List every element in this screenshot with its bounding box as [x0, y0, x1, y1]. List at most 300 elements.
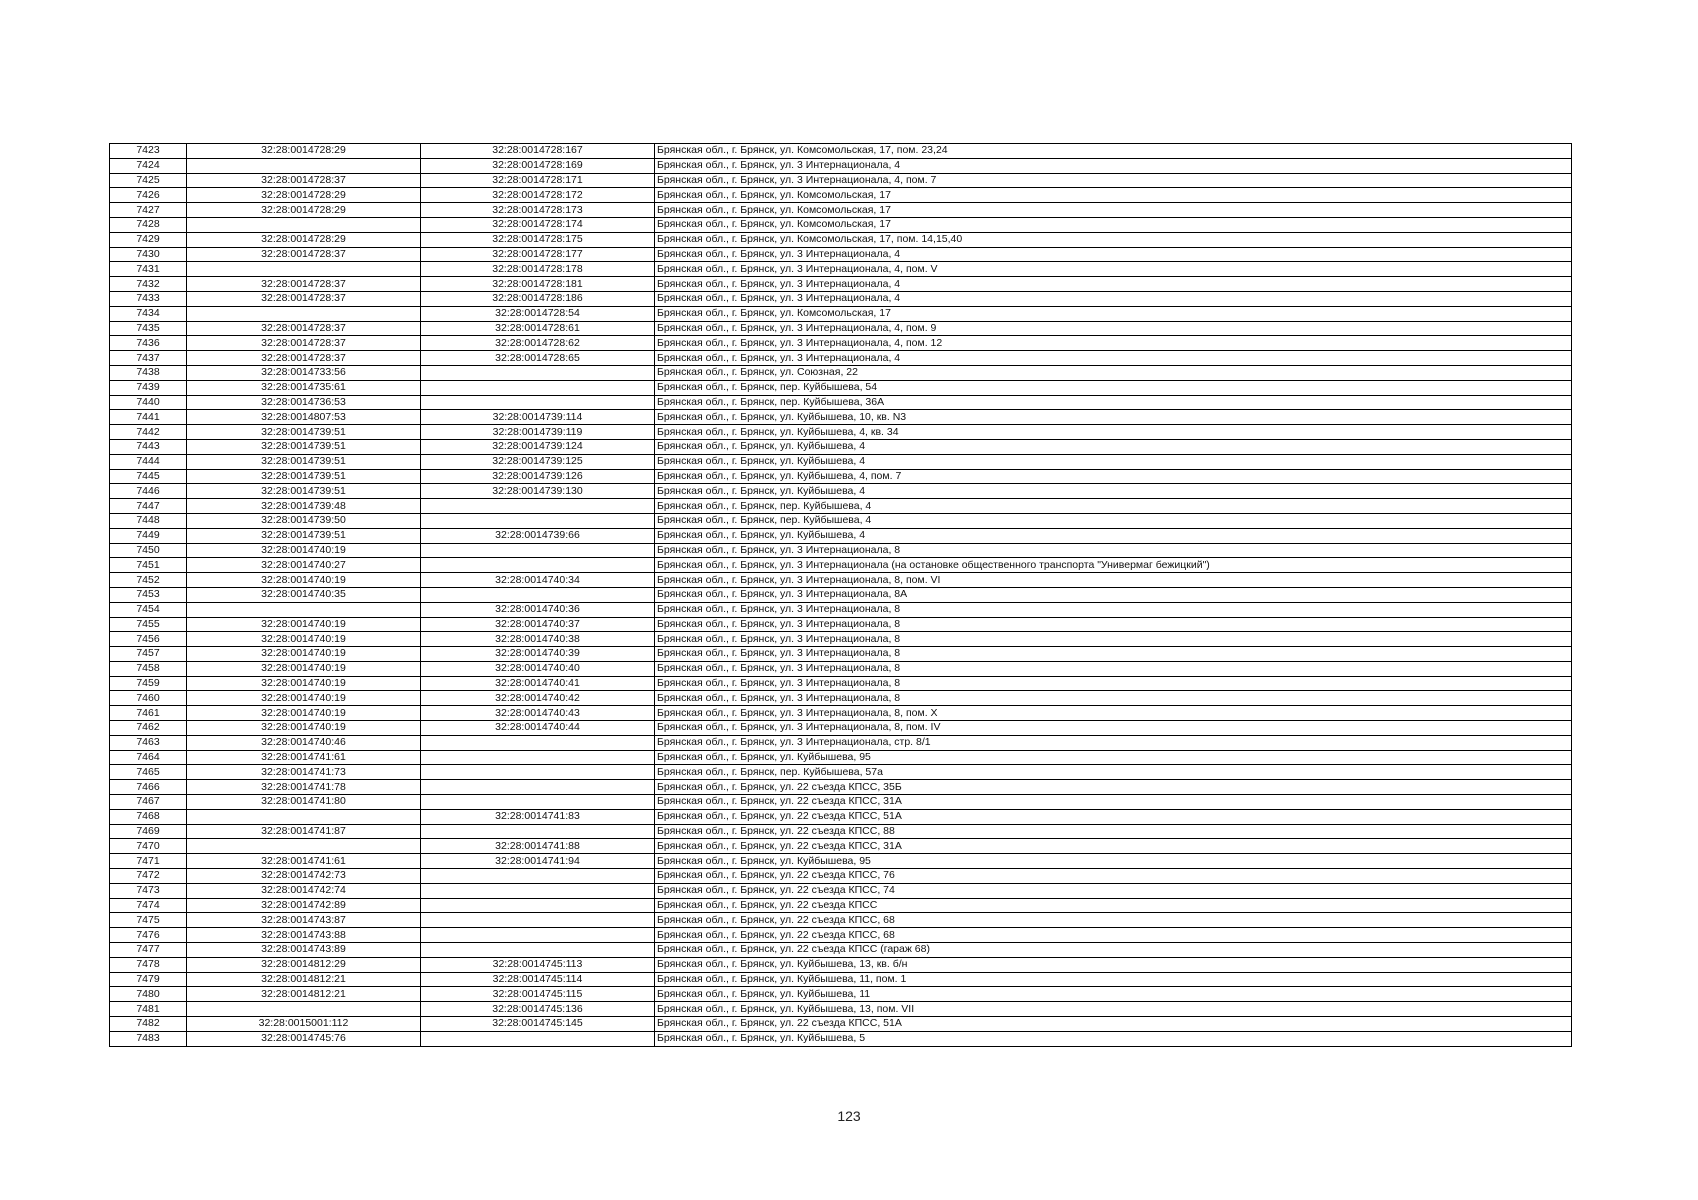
row-number-cell: 7434	[110, 306, 187, 321]
object-cadastral-number-cell: 32:28:0014740:36	[421, 602, 655, 617]
row-number-cell: 7424	[110, 158, 187, 173]
address-cell: Брянская обл., г. Брянск, ул. 22 съезда КПСС, 68	[655, 928, 1572, 943]
land-cadastral-number-cell: 32:28:0014735:61	[187, 380, 421, 395]
row-number-cell: 7452	[110, 573, 187, 588]
row-number-cell: 7432	[110, 277, 187, 292]
table-row	[110, 721, 1572, 736]
table-row	[110, 144, 1572, 159]
address-cell: Брянская обл., г. Брянск, ул. 3 Интернационала, 8, пом. VI	[655, 573, 1572, 588]
object-cadastral-number-cell: 32:28:0014728:177	[421, 247, 655, 262]
object-cadastral-number-cell	[421, 558, 655, 573]
object-cadastral-number-cell: 32:28:0014741:83	[421, 809, 655, 824]
row-number-cell: 7464	[110, 750, 187, 765]
table-row	[110, 617, 1572, 632]
address-cell: Брянская обл., г. Брянск, пер. Куйбышева, 4	[655, 513, 1572, 528]
table-row	[110, 380, 1572, 395]
address-cell: Брянская обл., г. Брянск, ул. 3 Интернационала, 4	[655, 158, 1572, 173]
row-number-cell: 7465	[110, 765, 187, 780]
land-cadastral-number-cell: 32:28:0014728:37	[187, 351, 421, 366]
land-cadastral-number-cell	[187, 306, 421, 321]
land-cadastral-number-cell: 32:28:0014740:19	[187, 661, 421, 676]
row-number-cell: 7450	[110, 543, 187, 558]
object-cadastral-number-cell: 32:28:0014740:38	[421, 632, 655, 647]
row-number-cell: 7433	[110, 291, 187, 306]
address-cell: Брянская обл., г. Брянск, пер. Куйбышева, 4	[655, 499, 1572, 514]
table-row	[110, 158, 1572, 173]
address-cell: Брянская обл., г. Брянск, ул. 3 Интернационала, 4	[655, 351, 1572, 366]
object-cadastral-number-cell	[421, 513, 655, 528]
object-cadastral-number-cell	[421, 883, 655, 898]
land-cadastral-number-cell: 32:28:0014728:37	[187, 247, 421, 262]
address-cell: Брянская обл., г. Брянск, ул. 3 Интернационала, 8	[655, 602, 1572, 617]
land-cadastral-number-cell: 32:28:0014740:19	[187, 573, 421, 588]
table-row	[110, 913, 1572, 928]
land-cadastral-number-cell	[187, 602, 421, 617]
row-number-cell: 7483	[110, 1031, 187, 1046]
row-number-cell: 7458	[110, 661, 187, 676]
table-row	[110, 425, 1572, 440]
object-cadastral-number-cell: 32:28:0014740:44	[421, 721, 655, 736]
row-number-cell: 7461	[110, 706, 187, 721]
object-cadastral-number-cell: 32:28:0014745:136	[421, 1002, 655, 1017]
land-cadastral-number-cell: 32:28:0014739:51	[187, 484, 421, 499]
land-cadastral-number-cell: 32:28:0014743:89	[187, 943, 421, 958]
object-cadastral-number-cell	[421, 543, 655, 558]
land-cadastral-number-cell: 32:28:0014741:87	[187, 824, 421, 839]
object-cadastral-number-cell: 32:28:0014728:65	[421, 351, 655, 366]
land-cadastral-number-cell: 32:28:0014736:53	[187, 395, 421, 410]
address-cell: Брянская обл., г. Брянск, ул. 22 съезда КПСС, 74	[655, 883, 1572, 898]
address-cell: Брянская обл., г. Брянск, ул. Куйбышева, 13, пом. VII	[655, 1002, 1572, 1017]
table-row	[110, 277, 1572, 292]
address-cell: Брянская обл., г. Брянск, ул. Куйбышева, 4	[655, 484, 1572, 499]
row-number-cell: 7470	[110, 839, 187, 854]
table-row	[110, 395, 1572, 410]
row-number-cell: 7436	[110, 336, 187, 351]
object-cadastral-number-cell	[421, 898, 655, 913]
object-cadastral-number-cell: 32:28:0014739:124	[421, 439, 655, 454]
land-cadastral-number-cell: 32:28:0014728:37	[187, 173, 421, 188]
land-cadastral-number-cell: 32:28:0014728:29	[187, 232, 421, 247]
address-cell: Брянская обл., г. Брянск, ул. 3 Интернационала, 4, пом. 7	[655, 173, 1572, 188]
address-cell: Брянская обл., г. Брянск, ул. 22 съезда КПСС, 68	[655, 913, 1572, 928]
row-number-cell: 7446	[110, 484, 187, 499]
table-row	[110, 883, 1572, 898]
land-cadastral-number-cell: 32:28:0014739:48	[187, 499, 421, 514]
address-cell: Брянская обл., г. Брянск, ул. 22 съезда КПСС	[655, 898, 1572, 913]
object-cadastral-number-cell	[421, 928, 655, 943]
object-cadastral-number-cell: 32:28:0014728:173	[421, 203, 655, 218]
row-number-cell: 7423	[110, 144, 187, 159]
row-number-cell: 7477	[110, 943, 187, 958]
address-cell: Брянская обл., г. Брянск, ул. 3 Интернационала, 4, пом. 12	[655, 336, 1572, 351]
land-cadastral-number-cell	[187, 217, 421, 232]
row-number-cell: 7478	[110, 957, 187, 972]
land-cadastral-number-cell: 32:28:0014739:51	[187, 454, 421, 469]
table-row	[110, 291, 1572, 306]
table-row	[110, 439, 1572, 454]
table-row	[110, 351, 1572, 366]
object-cadastral-number-cell	[421, 824, 655, 839]
land-cadastral-number-cell: 32:28:0014740:19	[187, 691, 421, 706]
address-cell: Брянская обл., г. Брянск, ул. 3 Интернационала, 8	[655, 617, 1572, 632]
land-cadastral-number-cell: 32:28:0014740:19	[187, 647, 421, 662]
row-number-cell: 7467	[110, 795, 187, 810]
table-row	[110, 217, 1572, 232]
address-cell: Брянская обл., г. Брянск, ул. 3 Интернационала, 4	[655, 291, 1572, 306]
row-number-cell: 7480	[110, 987, 187, 1002]
object-cadastral-number-cell	[421, 1031, 655, 1046]
land-cadastral-number-cell: 32:28:0014740:19	[187, 632, 421, 647]
table-row	[110, 587, 1572, 602]
object-cadastral-number-cell: 32:28:0014745:115	[421, 987, 655, 1002]
row-number-cell: 7460	[110, 691, 187, 706]
table-row	[110, 410, 1572, 425]
table-row	[110, 262, 1572, 277]
table-row	[110, 632, 1572, 647]
row-number-cell: 7435	[110, 321, 187, 336]
object-cadastral-number-cell: 32:28:0014740:39	[421, 647, 655, 662]
table-row	[110, 1002, 1572, 1017]
address-cell: Брянская обл., г. Брянск, ул. 3 Интернационала, 8	[655, 543, 1572, 558]
table-row	[110, 765, 1572, 780]
object-cadastral-number-cell: 32:28:0014728:61	[421, 321, 655, 336]
row-number-cell: 7469	[110, 824, 187, 839]
address-cell: Брянская обл., г. Брянск, ул. Куйбышева, 95	[655, 854, 1572, 869]
object-cadastral-number-cell: 32:28:0014728:175	[421, 232, 655, 247]
address-cell: Брянская обл., г. Брянск, ул. Комсомольская, 17	[655, 203, 1572, 218]
row-number-cell: 7448	[110, 513, 187, 528]
row-number-cell: 7466	[110, 780, 187, 795]
table-row	[110, 321, 1572, 336]
object-cadastral-number-cell	[421, 943, 655, 958]
row-number-cell: 7443	[110, 439, 187, 454]
object-cadastral-number-cell: 32:28:0014728:181	[421, 277, 655, 292]
table-row	[110, 750, 1572, 765]
row-number-cell: 7455	[110, 617, 187, 632]
address-cell: Брянская обл., г. Брянск, пер. Куйбышева, 54	[655, 380, 1572, 395]
land-cadastral-number-cell	[187, 262, 421, 277]
land-cadastral-number-cell: 32:28:0014739:51	[187, 425, 421, 440]
row-number-cell: 7447	[110, 499, 187, 514]
table-row	[110, 499, 1572, 514]
land-cadastral-number-cell: 32:28:0014812:21	[187, 987, 421, 1002]
row-number-cell: 7430	[110, 247, 187, 262]
land-cadastral-number-cell: 32:28:0014740:27	[187, 558, 421, 573]
row-number-cell: 7431	[110, 262, 187, 277]
land-cadastral-number-cell: 32:28:0014733:56	[187, 365, 421, 380]
land-cadastral-number-cell: 32:28:0014728:29	[187, 203, 421, 218]
object-cadastral-number-cell: 32:28:0014740:41	[421, 676, 655, 691]
address-cell: Брянская обл., г. Брянск, ул. 3 Интернационала, 4, пом. V	[655, 262, 1572, 277]
row-number-cell: 7439	[110, 380, 187, 395]
land-cadastral-number-cell: 32:28:0014728:29	[187, 188, 421, 203]
address-cell: Брянская обл., г. Брянск, ул. Куйбышева, 11, пом. 1	[655, 972, 1572, 987]
table-row	[110, 943, 1572, 958]
land-cadastral-number-cell: 32:28:0014807:53	[187, 410, 421, 425]
address-cell: Брянская обл., г. Брянск, ул. Куйбышева, 13, кв. б/н	[655, 957, 1572, 972]
address-cell: Брянская обл., г. Брянск, ул. Куйбышева, 11	[655, 987, 1572, 1002]
row-number-cell: 7441	[110, 410, 187, 425]
object-cadastral-number-cell: 32:28:0014740:34	[421, 573, 655, 588]
object-cadastral-number-cell: 32:28:0014728:167	[421, 144, 655, 159]
address-cell: Брянская обл., г. Брянск, ул. 22 съезда КПСС (гараж 68)	[655, 943, 1572, 958]
table-row	[110, 1017, 1572, 1032]
object-cadastral-number-cell: 32:28:0014739:126	[421, 469, 655, 484]
table-row	[110, 647, 1572, 662]
object-cadastral-number-cell: 32:28:0014741:88	[421, 839, 655, 854]
row-number-cell: 7437	[110, 351, 187, 366]
land-cadastral-number-cell: 32:28:0014745:76	[187, 1031, 421, 1046]
land-cadastral-number-cell: 32:28:0014740:19	[187, 721, 421, 736]
object-cadastral-number-cell	[421, 913, 655, 928]
land-cadastral-number-cell: 32:28:0014741:78	[187, 780, 421, 795]
row-number-cell: 7457	[110, 647, 187, 662]
address-cell: Брянская обл., г. Брянск, ул. 22 съезда КПСС, 51А	[655, 809, 1572, 824]
address-cell: Брянская обл., г. Брянск, ул. Куйбышева, 10, кв. N3	[655, 410, 1572, 425]
land-cadastral-number-cell: 32:28:0014741:80	[187, 795, 421, 810]
table-row	[110, 676, 1572, 691]
land-cadastral-number-cell: 32:28:0014740:19	[187, 676, 421, 691]
row-number-cell: 7473	[110, 883, 187, 898]
land-cadastral-number-cell: 32:28:0014739:51	[187, 528, 421, 543]
address-cell: Брянская обл., г. Брянск, ул. 3 Интернационала (на остановке общественного транспорта "Универмаг бежицкий")	[655, 558, 1572, 573]
land-cadastral-number-cell	[187, 839, 421, 854]
address-cell: Брянская обл., г. Брянск, ул. Комсомольская, 17, пом. 14,15,40	[655, 232, 1572, 247]
land-cadastral-number-cell: 32:28:0014743:87	[187, 913, 421, 928]
object-cadastral-number-cell: 32:28:0014739:114	[421, 410, 655, 425]
row-number-cell: 7459	[110, 676, 187, 691]
address-cell: Брянская обл., г. Брянск, ул. 3 Интернационала, 8	[655, 647, 1572, 662]
address-cell: Брянская обл., г. Брянск, ул. 3 Интернационала, 8	[655, 691, 1572, 706]
table-row	[110, 232, 1572, 247]
row-number-cell: 7468	[110, 809, 187, 824]
object-cadastral-number-cell	[421, 795, 655, 810]
land-cadastral-number-cell: 32:28:0014739:50	[187, 513, 421, 528]
row-number-cell: 7454	[110, 602, 187, 617]
table-row	[110, 898, 1572, 913]
registry-table	[109, 143, 1572, 1047]
land-cadastral-number-cell	[187, 809, 421, 824]
address-cell: Брянская обл., г. Брянск, ул. 3 Интернационала, 8	[655, 661, 1572, 676]
address-cell: Брянская обл., г. Брянск, ул. 22 съезда КПСС, 51А	[655, 1017, 1572, 1032]
land-cadastral-number-cell: 32:28:0014728:37	[187, 321, 421, 336]
land-cadastral-number-cell: 32:28:0014728:29	[187, 144, 421, 159]
row-number-cell: 7474	[110, 898, 187, 913]
row-number-cell: 7453	[110, 587, 187, 602]
row-number-cell: 7456	[110, 632, 187, 647]
row-number-cell: 7475	[110, 913, 187, 928]
address-cell: Брянская обл., г. Брянск, ул. 3 Интернационала, 8	[655, 676, 1572, 691]
land-cadastral-number-cell: 32:28:0014740:19	[187, 706, 421, 721]
table-row	[110, 528, 1572, 543]
row-number-cell: 7440	[110, 395, 187, 410]
table-row	[110, 706, 1572, 721]
object-cadastral-number-cell: 32:28:0014728:171	[421, 173, 655, 188]
object-cadastral-number-cell: 32:28:0014728:172	[421, 188, 655, 203]
table-row	[110, 795, 1572, 810]
row-number-cell: 7442	[110, 425, 187, 440]
land-cadastral-number-cell: 32:28:0014728:37	[187, 336, 421, 351]
row-number-cell: 7426	[110, 188, 187, 203]
registry-body	[110, 144, 1572, 1047]
address-cell: Брянская обл., г. Брянск, ул. 3 Интернационала, 8, пом. IV	[655, 721, 1572, 736]
object-cadastral-number-cell: 32:28:0014728:178	[421, 262, 655, 277]
address-cell: Брянская обл., г. Брянск, ул. 22 съезда КПСС, 31А	[655, 795, 1572, 810]
object-cadastral-number-cell: 32:28:0014740:37	[421, 617, 655, 632]
object-cadastral-number-cell: 32:28:0014741:94	[421, 854, 655, 869]
table-row	[110, 854, 1572, 869]
row-number-cell: 7449	[110, 528, 187, 543]
land-cadastral-number-cell: 32:28:0015001:112	[187, 1017, 421, 1032]
table-row	[110, 957, 1572, 972]
address-cell: Брянская обл., г. Брянск, ул. 22 съезда КПСС, 76	[655, 869, 1572, 884]
row-number-cell: 7427	[110, 203, 187, 218]
address-cell: Брянская обл., г. Брянск, ул. 3 Интернационала, 8А	[655, 587, 1572, 602]
object-cadastral-number-cell	[421, 735, 655, 750]
object-cadastral-number-cell	[421, 395, 655, 410]
table-row	[110, 602, 1572, 617]
row-number-cell: 7429	[110, 232, 187, 247]
address-cell: Брянская обл., г. Брянск, ул. Куйбышева, 4	[655, 454, 1572, 469]
address-cell: Брянская обл., г. Брянск, ул. Куйбышева, 4	[655, 528, 1572, 543]
address-cell: Брянская обл., г. Брянск, ул. Комсомольская, 17	[655, 188, 1572, 203]
land-cadastral-number-cell: 32:28:0014728:37	[187, 277, 421, 292]
address-cell: Брянская обл., г. Брянск, ул. 3 Интернационала, 8	[655, 632, 1572, 647]
address-cell: Брянская обл., г. Брянск, ул. 22 съезда КПСС, 88	[655, 824, 1572, 839]
table-row	[110, 188, 1572, 203]
object-cadastral-number-cell: 32:28:0014728:62	[421, 336, 655, 351]
table-row	[110, 972, 1572, 987]
land-cadastral-number-cell: 32:28:0014728:37	[187, 291, 421, 306]
table-row	[110, 543, 1572, 558]
address-cell: Брянская обл., г. Брянск, ул. 3 Интернационала, 4, пом. 9	[655, 321, 1572, 336]
land-cadastral-number-cell: 32:28:0014742:74	[187, 883, 421, 898]
address-cell: Брянская обл., г. Брянск, пер. Куйбышева, 57а	[655, 765, 1572, 780]
row-number-cell: 7425	[110, 173, 187, 188]
table-row	[110, 691, 1572, 706]
object-cadastral-number-cell	[421, 499, 655, 514]
row-number-cell: 7471	[110, 854, 187, 869]
object-cadastral-number-cell	[421, 365, 655, 380]
address-cell: Брянская обл., г. Брянск, ул. Куйбышева, 5	[655, 1031, 1572, 1046]
table-row	[110, 824, 1572, 839]
land-cadastral-number-cell: 32:28:0014740:19	[187, 543, 421, 558]
address-cell: Брянская обл., г. Брянск, ул. Куйбышева, 4, пом. 7	[655, 469, 1572, 484]
address-cell: Брянская обл., г. Брянск, ул. Куйбышева, 95	[655, 750, 1572, 765]
object-cadastral-number-cell	[421, 587, 655, 602]
land-cadastral-number-cell: 32:28:0014740:46	[187, 735, 421, 750]
address-cell: Брянская обл., г. Брянск, ул. Комсомольская, 17	[655, 217, 1572, 232]
object-cadastral-number-cell: 32:28:0014740:40	[421, 661, 655, 676]
table-row	[110, 987, 1572, 1002]
object-cadastral-number-cell: 32:28:0014728:169	[421, 158, 655, 173]
land-cadastral-number-cell: 32:28:0014812:29	[187, 957, 421, 972]
land-cadastral-number-cell: 32:28:0014742:89	[187, 898, 421, 913]
address-cell: Брянская обл., г. Брянск, ул. 3 Интернационала, стр. 8/1	[655, 735, 1572, 750]
object-cadastral-number-cell	[421, 750, 655, 765]
object-cadastral-number-cell: 32:28:0014740:42	[421, 691, 655, 706]
row-number-cell: 7481	[110, 1002, 187, 1017]
land-cadastral-number-cell: 32:28:0014743:88	[187, 928, 421, 943]
row-number-cell: 7476	[110, 928, 187, 943]
object-cadastral-number-cell: 32:28:0014739:125	[421, 454, 655, 469]
row-number-cell: 7462	[110, 721, 187, 736]
address-cell: Брянская обл., г. Брянск, ул. 3 Интернационала, 4	[655, 277, 1572, 292]
table-row	[110, 1031, 1572, 1046]
object-cadastral-number-cell	[421, 765, 655, 780]
object-cadastral-number-cell	[421, 380, 655, 395]
address-cell: Брянская обл., г. Брянск, пер. Куйбышева, 36А	[655, 395, 1572, 410]
table-row	[110, 173, 1572, 188]
table-row	[110, 336, 1572, 351]
object-cadastral-number-cell	[421, 780, 655, 795]
address-cell: Брянская обл., г. Брянск, ул. Комсомольская, 17	[655, 306, 1572, 321]
address-cell: Брянская обл., г. Брянск, ул. Куйбышева, 4	[655, 439, 1572, 454]
table-row	[110, 454, 1572, 469]
row-number-cell: 7482	[110, 1017, 187, 1032]
address-cell: Брянская обл., г. Брянск, ул. 22 съезда КПСС, 35Б	[655, 780, 1572, 795]
object-cadastral-number-cell: 32:28:0014745:145	[421, 1017, 655, 1032]
row-number-cell: 7445	[110, 469, 187, 484]
table-row	[110, 306, 1572, 321]
object-cadastral-number-cell: 32:28:0014728:174	[421, 217, 655, 232]
row-number-cell: 7451	[110, 558, 187, 573]
land-cadastral-number-cell: 32:28:0014741:61	[187, 854, 421, 869]
row-number-cell: 7463	[110, 735, 187, 750]
land-cadastral-number-cell: 32:28:0014812:21	[187, 972, 421, 987]
land-cadastral-number-cell	[187, 1002, 421, 1017]
object-cadastral-number-cell: 32:28:0014745:113	[421, 957, 655, 972]
object-cadastral-number-cell: 32:28:0014728:54	[421, 306, 655, 321]
row-number-cell: 7479	[110, 972, 187, 987]
table-row	[110, 735, 1572, 750]
table-row	[110, 573, 1572, 588]
row-number-cell: 7472	[110, 869, 187, 884]
table-row	[110, 839, 1572, 854]
land-cadastral-number-cell: 32:28:0014739:51	[187, 439, 421, 454]
table-row	[110, 661, 1572, 676]
table-row	[110, 469, 1572, 484]
table-row	[110, 247, 1572, 262]
row-number-cell: 7438	[110, 365, 187, 380]
land-cadastral-number-cell: 32:28:0014740:35	[187, 587, 421, 602]
row-number-cell: 7444	[110, 454, 187, 469]
land-cadastral-number-cell: 32:28:0014740:19	[187, 617, 421, 632]
land-cadastral-number-cell: 32:28:0014739:51	[187, 469, 421, 484]
object-cadastral-number-cell	[421, 869, 655, 884]
object-cadastral-number-cell: 32:28:0014728:186	[421, 291, 655, 306]
address-cell: Брянская обл., г. Брянск, ул. Союзная, 22	[655, 365, 1572, 380]
land-cadastral-number-cell: 32:28:0014741:73	[187, 765, 421, 780]
object-cadastral-number-cell: 32:28:0014745:114	[421, 972, 655, 987]
row-number-cell: 7428	[110, 217, 187, 232]
object-cadastral-number-cell: 32:28:0014739:130	[421, 484, 655, 499]
page-number: 123	[837, 1108, 861, 1124]
table-row	[110, 365, 1572, 380]
table-row	[110, 928, 1572, 943]
address-cell: Брянская обл., г. Брянск, ул. Куйбышева, 4, кв. 34	[655, 425, 1572, 440]
table-row	[110, 203, 1572, 218]
table-row	[110, 558, 1572, 573]
object-cadastral-number-cell: 32:28:0014739:119	[421, 425, 655, 440]
table-row	[110, 809, 1572, 824]
address-cell: Брянская обл., г. Брянск, ул. 3 Интернационала, 4	[655, 247, 1572, 262]
object-cadastral-number-cell: 32:28:0014739:66	[421, 528, 655, 543]
land-cadastral-number-cell: 32:28:0014742:73	[187, 869, 421, 884]
object-cadastral-number-cell: 32:28:0014740:43	[421, 706, 655, 721]
land-cadastral-number-cell: 32:28:0014741:61	[187, 750, 421, 765]
